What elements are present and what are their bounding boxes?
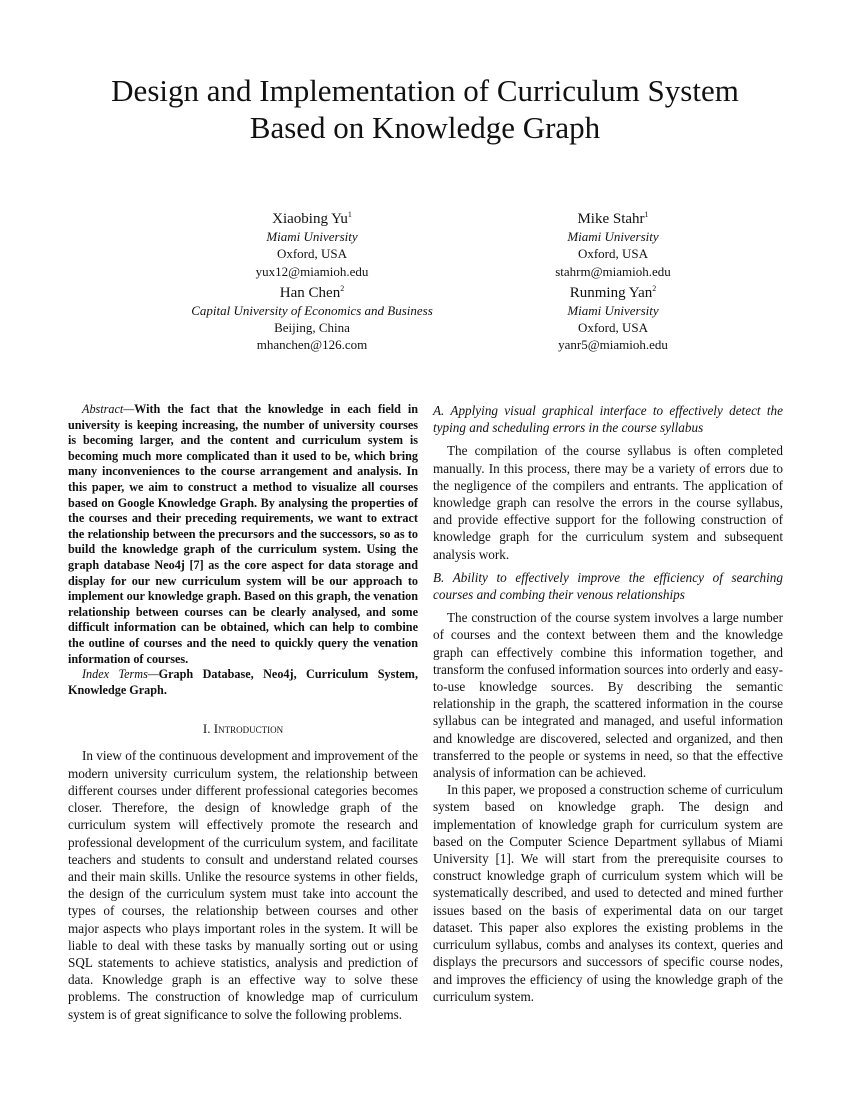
subsection-b-paragraph-1: The construction of the course system involves a large number of courses and the context between them and the knowledge graph can effectively combine this information together, and transform the confused information sources into orderly and easy-to-use knowledge sources. By describing the semantic relationship in the graph, the scattered information in the course syllabus can be integrated and managed, and useful information and knowledge are discovered, selected and organized, and then transferred to the people or systems in need, so that the effective analysis of information can be achieved. xyxy=(433,610,783,781)
subsection-a-paragraph: The compilation of the course syllabus is often completed manually. In this process, there may be a variety of errors due to the negligence of the compilers and entrants. The application of knowledge graph can resolve the errors in the course syllabus, and provide effective support for the following construction of knowledge graph for the curriculum system and subsequent analysis work. xyxy=(433,443,783,562)
title-line-1: Design and Implementation of Curriculum System xyxy=(111,73,739,108)
subsection-a-heading: A. Applying visual graphical interface to effectively detect the typing and scheduling errors in the course syllabus xyxy=(433,403,783,436)
author-name: Han Chen$^2$ xyxy=(279,283,345,301)
author-name: Xiaobing Yu$^1$ xyxy=(272,210,352,227)
author-affiliation: Miami University xyxy=(266,229,358,244)
author-block-right xyxy=(463,206,763,354)
subsection-b-paragraph-2: In this paper, we proposed a construction scheme of curriculum system based on knowledge graph. The design and implementation of knowledge graph for curriculum system are based on the Computer Science Department syllabus of Miami University [1]. We will start from the prerequisite courses to construct knowledge graph of curriculum system which will be systematically described, and used to detected and mined further issues based on the basis of experimental data on our target dataset. This paper also explores the existing problems in the curriculum syllabus, combs and analyses its context, queries and displays the precursors and successors of specific course nodes, and improves the efficiency of using the knowledge graph of the curriculum system. xyxy=(433,782,783,1004)
title-line-2: Based on Knowledge Graph xyxy=(249,110,601,145)
index-terms xyxy=(68,667,418,698)
author-location: Beijing, China xyxy=(274,320,350,336)
author-location: Oxford, USA xyxy=(276,246,348,262)
author-email: yanr5@miamioh.edu xyxy=(558,337,668,353)
author-location: Oxford, USA xyxy=(577,320,649,336)
author-affiliation: Miami University xyxy=(567,302,659,318)
abstract-label: Abstract— xyxy=(82,402,135,416)
author-affiliation: Miami University xyxy=(567,229,659,244)
author-email: mhanchen@126.com xyxy=(256,337,368,353)
subsection-b-heading: B. Ability to effectively improve the efficiency of searching courses and combing their venous relationships xyxy=(433,569,783,603)
right-column xyxy=(433,402,783,1005)
abstract xyxy=(68,402,418,667)
author-name: Runming Yan$^2$ xyxy=(569,283,657,301)
intro-paragraph: In view of the continuous development and improvement of the modern university curriculum system, the relationship between different courses under different professional categories becomes closer. Therefore, the design of knowledge graph of the curriculum system will effectively promote the research and professional development of the curriculum system, and facilitate teachers and students to consult and understand related courses and their main skills. Unlike the resource systems in other fields, the design of the curriculum system must take into account the types of courses, the relationship between courses and other major aspects who plays important roles in the system. It will be liable to deal with these tasks by manually sorting out or using SQL statements to achieve statistics, analysis and prediction of data. Knowledge graph is an effective way to solve these problems. The construction of knowledge map of curriculum system is of great significance to solve the following problems. xyxy=(68,748,418,1022)
author-name: Mike Stahr$^1$ xyxy=(577,210,649,227)
abstract-text: With the fact that the knowledge in each field in university is keeping increasing, the number of university courses is becoming larger, and the content and curriculum system is becoming much more complicated than it used to be, which bring many inconveniences to the course arrangement and analysis. In this paper, we aim to construct a method to visualize all courses based on Google Knowledge Graph. By analysing the properties of the courses and their preceding requirements, we want to extract the relationship between the precursors and the successors, so as to build the knowledge graph of the curriculum system. Using the graph database Neo4j [7] as the core aspect for data storage and display for our new curriculum system will be our approach to implement our knowledge graph. Based on this graph, the venation relationship between courses can be clearly analysed, and some difficult information can be obtained, which can help to combine the outline of courses and the need to quickly query the venation information of courses. xyxy=(68,402,418,666)
author-email: stahrm@miamioh.edu xyxy=(555,263,671,279)
index-terms-label: Index Terms— xyxy=(82,667,159,682)
index-terms-text: Graph Database, Neo4j, Curriculum System, Knowledge Graph. xyxy=(68,667,418,697)
author-block-left xyxy=(162,206,462,354)
author-location: Oxford, USA xyxy=(577,246,649,262)
section-heading: I. Introduction xyxy=(202,721,284,737)
author-affiliation: Capital University of Economics and Business xyxy=(191,302,433,318)
paper-title xyxy=(0,72,850,146)
author-email: yux12@miamioh.edu xyxy=(255,263,369,279)
left-column xyxy=(68,402,418,1023)
